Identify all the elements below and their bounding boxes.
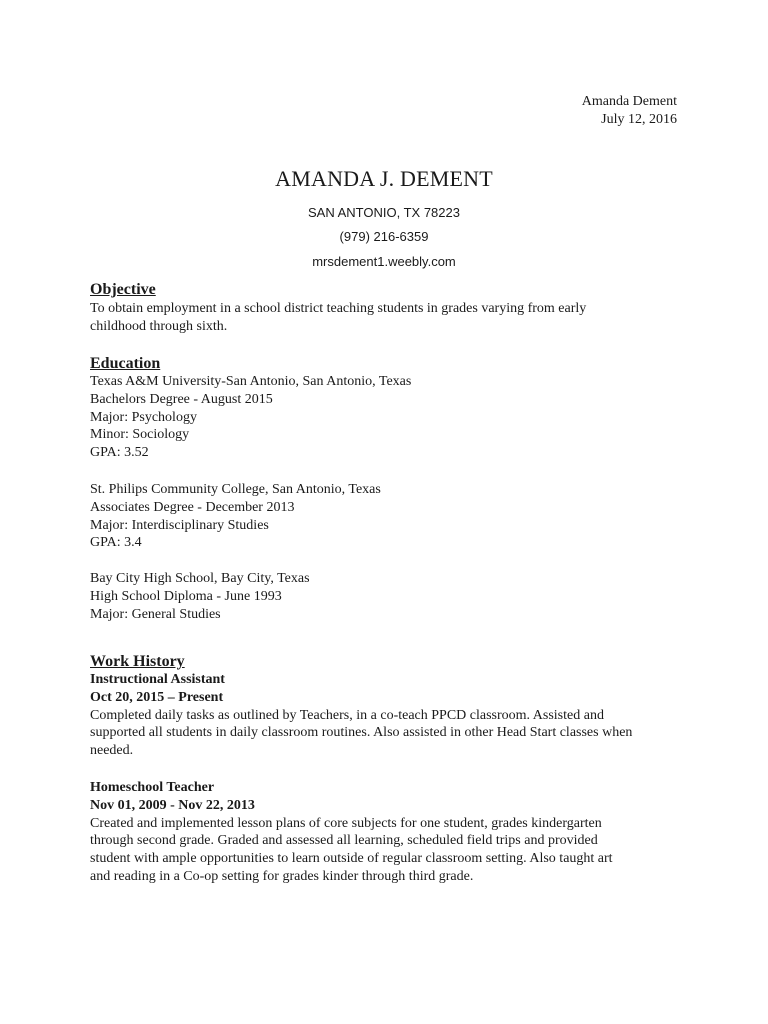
job-title: Homeschool Teacher	[90, 780, 215, 795]
degree: Associates Degree - December 2013	[90, 499, 295, 515]
school-name: Bay City High School, Bay City, Texas	[90, 571, 310, 586]
contact-phone: (979) 216-6359	[339, 229, 429, 244]
education-entry	[90, 373, 690, 462]
contact-website: mrsdement1.weebly.com	[312, 254, 456, 269]
job-description-line: Completed daily tasks as outlined by Teachers, in a co-teach PPCD classroom. Assisted and	[90, 707, 604, 723]
job-dates: Nov 01, 2009 - Nov 22, 2013	[90, 797, 255, 813]
education-section	[90, 354, 690, 374]
applicant-name: AMANDA J. DEMENT	[275, 166, 493, 191]
job-description-line: student with ample opportunities to learn outside of regular classroom setting. Also taught art	[90, 851, 613, 867]
major: Major: Psychology	[90, 409, 197, 425]
job-title: Instructional Assistant	[90, 672, 225, 687]
degree: Bachelors Degree - August 2015	[90, 391, 273, 407]
major: Major: Interdisciplinary Studies	[90, 517, 269, 533]
job-description-line: needed.	[90, 743, 134, 759]
job-entry	[90, 779, 690, 886]
gpa: GPA: 3.4	[90, 535, 142, 551]
objective-line: To obtain employment in a school district teaching students in grades varying from early	[90, 301, 587, 316]
gpa: GPA: 3.52	[90, 445, 149, 461]
objective-section	[90, 280, 690, 336]
job-description-line: through second grade. Graded and assessed all learning, scheduled field trips and provided	[90, 833, 598, 849]
header-date: July 12, 2016	[601, 112, 677, 127]
job-description-line: supported all students in daily classroom routines. Also assisted in other Head Start classes when	[90, 725, 633, 741]
education-entry	[90, 570, 690, 623]
degree: High School Diploma - June 1993	[90, 588, 282, 604]
work-history-section	[90, 652, 690, 672]
job-description-line: Created and implemented lesson plans of core subjects for one student, grades kindergarten	[90, 815, 602, 831]
work-history-heading: Work History	[90, 653, 185, 670]
minor: Minor: Sociology	[90, 427, 190, 443]
header-meta	[582, 93, 677, 129]
job-description-line: and reading in a Co-op setting for grades kinder through third grade.	[90, 868, 474, 884]
job-dates: Oct 20, 2015 – Present	[90, 689, 224, 705]
education-heading: Education	[90, 355, 161, 372]
school-name: St. Philips Community College, San Antonio, Texas	[90, 482, 381, 497]
major: Major: General Studies	[90, 606, 221, 622]
contact-location: SAN ANTONIO, TX 78223	[308, 205, 460, 220]
objective-heading: Objective	[90, 281, 156, 298]
job-entry	[90, 671, 690, 760]
objective-line: childhood through sixth.	[90, 318, 228, 334]
header-author: Amanda Dement	[581, 94, 677, 109]
school-name: Texas A&M University-San Antonio, San Antonio, Texas	[90, 374, 412, 389]
education-entry	[90, 481, 690, 552]
